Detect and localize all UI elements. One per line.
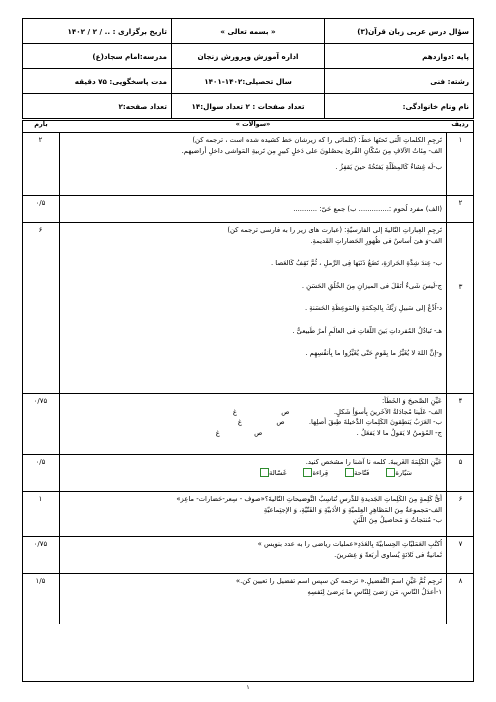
question-number: ۳ [446,223,474,393]
question-line: د-اُدْعُ إلی سَبیلِ رَبِّكَ بِالحِکمَةِ وَالمَوعِظَةِ الحَسَنةِ . [304,304,442,313]
question-line [64,417,442,428]
question-line: الف- مِئاتُ الآلافِ مِنَ سُکّانِ القُرىٰ یحصُلونَ علی دَخلٍ کبیرٍ مِن تَربیةِ المَواشی داخلِ أراضیهم. [181,146,442,155]
question-body [60,394,446,454]
question-number: ۵ [446,455,474,491]
question-row [22,133,474,196]
option-list [64,468,442,479]
statement-text: ج- المُؤمنُ لا یَقولُ ما لا یَفعَلُ . [356,428,442,437]
school-name: مدرسه:امام سجاد(ع) [23,44,172,69]
question-body [60,492,446,536]
question-line: ب- مُنتجاتٌ وَ مَحاصیلُ مِنَ اللَّبَنِ [353,516,442,525]
exam-header [22,18,474,119]
option-item[interactable]: سَیّارة [383,468,412,479]
duration: مدت پاسخگویی: ۷۵ دقیقه [23,69,172,94]
question-line: الف-مَجموعةٌ مِنَ المَظاهِرِ العِلمیّةِ وَ الأدَبیّةِ وَ الفَنّیّةِ، وَ الإجتِماعیّةِ [263,505,442,514]
question-body [60,196,446,222]
question-line [64,407,442,418]
question-instruction: عَیِّنِ الکَلِمَةَ الغَریبةَ. کلمه نا آشنا را مشخص کنید. [305,458,442,466]
question-line: الف-وَ هیَ أساسٌ فی ظُهورِ الحَضاراتِ القَدیمةِ. [310,236,442,245]
question-score: ۲ [22,133,60,195]
page-count: تعداد صفحه:۲ [23,94,172,119]
header-table [22,18,474,119]
true-mark[interactable]: ص [276,418,285,427]
question-instruction: عَیِّنِ الصَّحیحَ وَ الخَطَأَ: [381,397,442,405]
question-body [60,133,446,195]
score-header: بارم [34,120,48,128]
radif-header: ردیف [451,120,469,128]
student-name: نام ونام خانوادگی: [325,94,474,119]
question-line: ۱-أعدَلُ النّاسِ، مَن رَضیَ لِلنّاسِ ما یَرضیٰ لِنَفسِهِ [307,587,442,596]
question-score: ۱/۵ [22,574,60,624]
question-score: ۰/۷۵ [22,537,60,573]
false-mark[interactable]: غ [232,407,237,416]
statement-text: ب- العَرَبُ یَنطِقونَ الکَلِماتِ الدَّخیلةَ طِبقَ أصلِها. [308,418,442,427]
question-instruction: تَرجِم ثُمَّ عَیِّنِ اسمَ التَّفضیلِ.« ترجمه کن سپس اسم تفضیل را تعیین کن.» [235,577,442,585]
question-score: ۰/۵ [22,455,60,491]
option-item[interactable]: فَتّاحة [342,468,369,479]
page-info: تعداد صفحات : ۲ تعداد سوال:۱۴ [171,94,324,119]
checkbox-icon[interactable] [386,468,395,477]
question-line: ب-لَه غِشاءٌ کَالمِظَلَّةِ یَفتَحُهُ حینَ یَقفِزُ . [335,163,442,172]
statement-text: الف- عَلَینا مُجادَلةُ الآخَرینَ بِأسوَأِ شَکلٍ. [333,407,442,416]
false-mark[interactable]: غ [237,418,242,427]
questions-table [22,120,474,680]
option-item[interactable]: قِراءة [300,468,328,479]
question-row [22,455,474,492]
true-mark[interactable]: ص [254,428,263,437]
questions-header-label: «سوالات » [235,120,271,128]
questions-header [22,120,474,133]
question-number: ۸ [446,574,474,624]
question-instruction: تَرجِمِ الکلماتِ الّتی تَحتَها خطٌ: (کلماتی را که زیرشان خط کشیده شده است ، ترجمه کن) [192,136,442,144]
question-row [22,196,474,223]
question-line: (الف) مفرد لُحوم :.............. ب) جمع حَیّ: ........... [293,204,442,213]
question-row [22,574,474,624]
exam-title: سؤال درس عربی زبان قرآن(۳) [325,19,474,44]
question-instruction: تَرجِمِ العِباراتِ التّالیةَ إلی الفارسیّةِ: (عبارت های زیر را به فارسی ترجمه کن) [227,226,442,234]
question-instruction: أیُّ کَلِمةٍ مِنَ الکَلِماتِ الجَدیدةِ للدَّرسِ تُناسِبُ التَّوضیحاتِ التّالیةَ؟«صوف - سِعر-حَضارات- ماعِز» [176,495,442,503]
checkbox-icon[interactable] [345,468,354,477]
question-row [22,223,474,394]
question-instruction: اُکتُبِ العَمَلیّاتِ الحِسابیّةَ بِالعَدَدِ«عملیات ریاضی را به عدد بنویس » [257,540,442,548]
question-line: ج-لَیسَ شَیءٌ أثقَلَ فی المیزانِ مِنَ الخُلُقِ الحَسَنِ . [301,281,442,290]
bismillah: « بسمه تعالی » [171,19,324,44]
question-body [60,574,446,624]
page-number: ۱ [246,684,250,691]
exam-date: تاریخ برگزاری : .. / ۲ / ۱۴۰۲ [23,19,172,44]
question-body [60,223,446,393]
question-body [60,455,446,491]
question-number: ۶ [446,492,474,536]
question-line [64,428,442,439]
question-number: ۷ [446,537,474,573]
question-body [60,537,446,573]
question-line: و-إنَّ اللهَ لا یُغَیِّرُ ما بِقَومٍ حَتّی یُغَیِّرُوا ما بِأنفُسِهِم . [305,349,442,358]
question-row [22,492,474,537]
true-mark[interactable]: ص [281,407,290,416]
question-score: ۰/۷۵ [22,394,60,454]
question-score: ۶ [22,223,60,393]
question-number: ۲ [446,196,474,222]
academic-year: سال تحصیلی:۱۴۰۲-۱۴۰۱ [171,69,324,94]
question-line: هـ- تَبادُلُ المُفرداتِ بَینَ اللُّغاتِ فی العالَمِ أمرٌ طَبیعیٌّ . [292,326,442,335]
question-score: ۰/۵ [22,196,60,222]
question-line: ب- عِندَ شِدَّةِ الحَرارَةِ، تَضَعُ ذَنَبَها فِی الرَّملِ ، ثُمَّ تَقِفُ کَالعَصا . [270,259,442,268]
education-office: اداره آموزش وپرورش زنجان [171,44,324,69]
false-mark[interactable]: غ [215,428,220,437]
question-row [22,394,474,455]
question-number: ۴ [446,394,474,454]
question-score: ۱ [22,492,60,536]
field: رشته: فنی [325,69,474,94]
grade: پایه :دوازدهم [325,44,474,69]
question-line: ثَمانیةٌ فی ثَلاثةٍ یُساوی أربَعةً وَ عِشرینَ. [334,550,442,559]
question-row [22,537,474,574]
question-number: ۱ [446,133,474,195]
option-item[interactable]: غَسّالة [257,468,286,479]
checkbox-icon[interactable] [260,468,269,477]
